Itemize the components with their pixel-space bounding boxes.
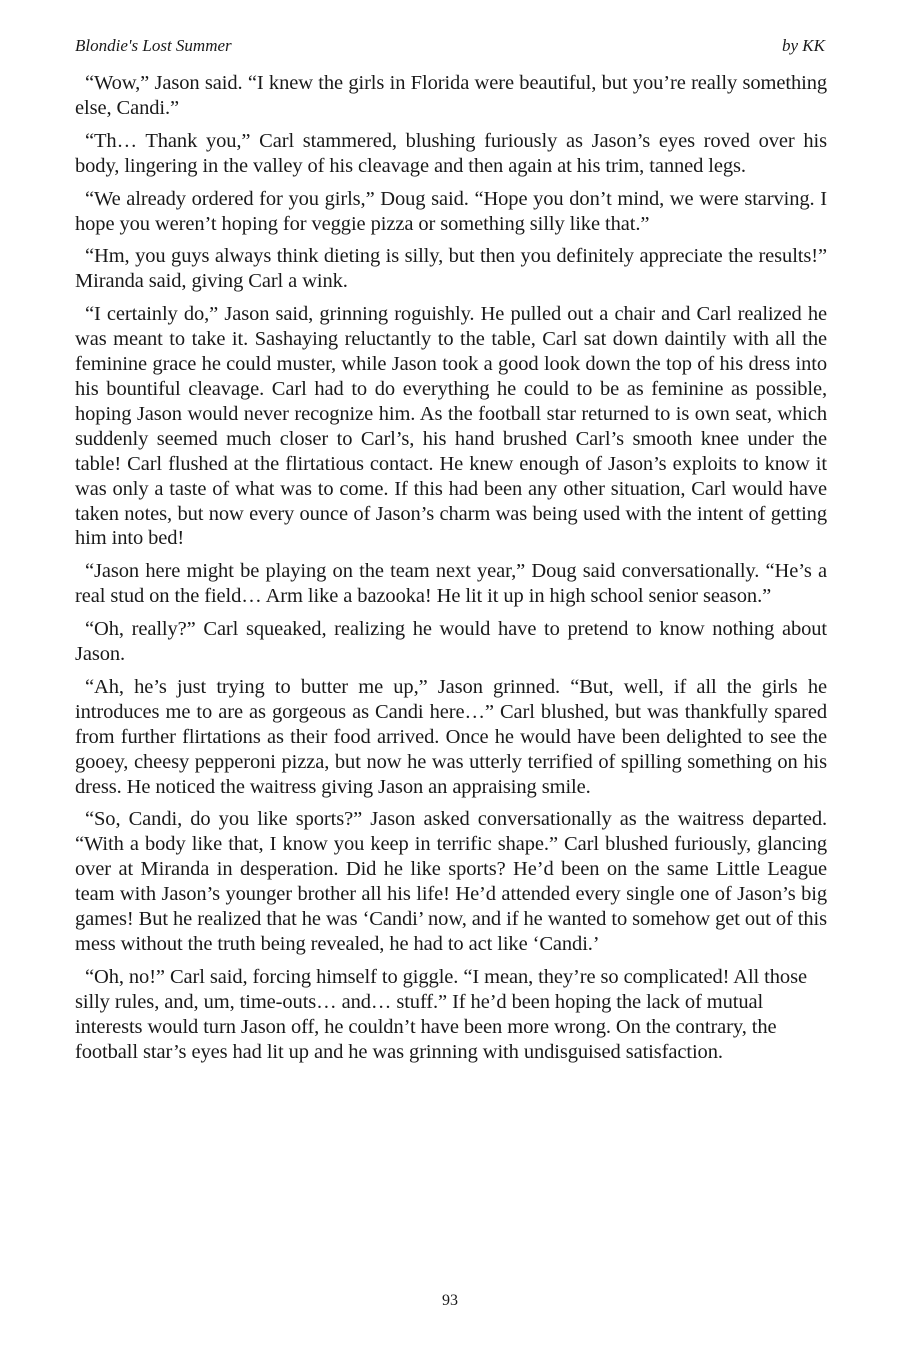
body-text [75,71,827,1073]
paragraph: “I certainly do,” Jason said, grinning roguishly. He pulled out a chair and Carl realized he was meant to take it. Sashaying reluctantly to the table, Carl sat down daintily with all the feminine grace he could muster, while Jason took a good look down the top of his dress into his bountiful cleavage. Carl had to do everything he could to be as feminine as possible, hoping Jason would never recognize him. As the football star returned to is own seat, which suddenly seemed much closer to Carl’s, his hand brushed Carl’s smooth knee under the table! Carl flushed at the flirtatious contact. He knew enough of Jason’s exploits to know it was only a taste of what was to come. If this had been any other situation, Carl would have taken notes, but now every ounce of Jason’s charm was being used with the intent of getting him into bed! [75,303,827,550]
paragraph: “Th… Thank you,” Carl stammered, blushing furiously as Jason’s eyes roved over his body, lingering in the valley of his cleavage and then again at his trim, tanned legs. [75,129,827,177]
paragraph: “Oh, really?” Carl squeaked, realizing he would have to pretend to know nothing about Jason. [75,618,827,666]
paragraph: “We already ordered for you girls,” Doug said. “Hope you don’t mind, we were starving. I hope you weren’t hoping for veggie pizza or something silly like that.” [75,187,827,235]
paragraph: “So, Candi, do you like sports?” Jason asked conversationally as the waitress departed. “With a body like that, I know you keep in terrific shape.” Carl blushed furiously, glancing over at Miranda in desperation. Did he like sports? He’d been on the same Little League team with Jason’s younger brother all his life! He’d attended every single one of Jason’s big games! But he realized that he was ‘Candi’ now, and if he wanted to somehow get out of this mess without the truth being revealed, he had to act like ‘Candi.’ [75,808,827,955]
author-credit: by KK [782,36,825,55]
paragraph: “Ah, he’s just trying to butter me up,” Jason grinned. “But, well, if all the girls he introduces me to are as gorgeous as Candi here…” Carl blushed, but was thankfully spared from further flirtations as their food arrived. Once he would have been delighted to see the gooey, cheesy pepperoni pizza, but now he was utterly terrified of spilling something on his dress. He noticed the waitress giving Jason an appraising smile. [75,675,827,798]
paragraph: “Wow,” Jason said. “I knew the girls in Florida were beautiful, but you’re really something else, Candi.” [75,72,827,119]
paragraph: “Jason here might be playing on the team next year,” Doug said conversationally. “He’s a real stud on the field… Arm like a bazooka! He lit it up in high school senior season.” [75,560,827,608]
book-title: Blondie's Lost Summer [75,36,232,55]
paragraph: “Hm, you guys always think dieting is silly, but then you definitely appreciate the results!” Miranda said, giving Carl a wink. [75,245,827,293]
running-header [75,36,825,56]
page-number: 93 [442,1292,458,1309]
paragraph: “Oh, no!” Carl said, forcing himself to giggle. “I mean, they’re so complicated! All those silly rules, and, um, time-outs… and… stuff.” If he’d been hoping the lack of mutual interests would turn Jason off, he couldn’t have been more wrong. On the contrary, the football star’s eyes had lit up and he was grinning with undisguised satisfaction. [75,965,807,1063]
